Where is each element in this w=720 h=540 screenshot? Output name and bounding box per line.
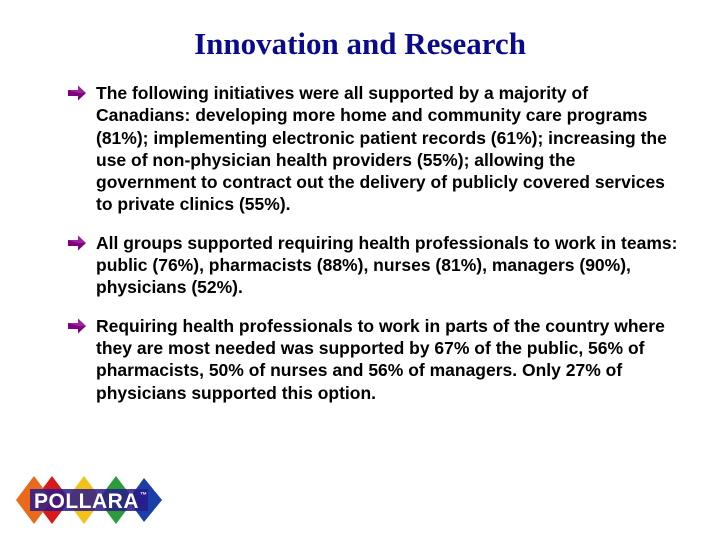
arrow-right-icon [66, 315, 88, 337]
bullet-item [66, 82, 680, 216]
slide-title: Innovation and Research [194, 26, 526, 61]
bullet-item [66, 315, 680, 404]
svg-text:™: ™ [140, 492, 147, 499]
arrow-right-icon [66, 232, 88, 254]
bullet-text: Requiring health professionals to work in parts of the country where they are most needed was supported by 67% of the public, 56% of pharmacists, 50% of nurses and 56% of managers. Only 27% of physicians supported this option. [96, 315, 665, 403]
bullet-item [66, 232, 680, 299]
bullet-text: All groups supported requiring health professionals to work in teams: public (76%), pharmacists (88%), nurses (81%), managers (90%), physicians (52%). [96, 232, 678, 298]
arrow-right-icon [66, 82, 88, 104]
pollara-logo [14, 462, 166, 540]
bullet-list [66, 82, 680, 420]
bullet-text: The following initiatives were all supported by a majority of Canadians: developing more home and community care programs (81%); implementing electronic patient records (61%); increasing the use of non-physician health providers (55%); allowing the government to contract out the delivery of publicly covered services to private clinics (55%). [96, 83, 667, 215]
svg-text:POLLARA: POLLARA [34, 490, 139, 513]
